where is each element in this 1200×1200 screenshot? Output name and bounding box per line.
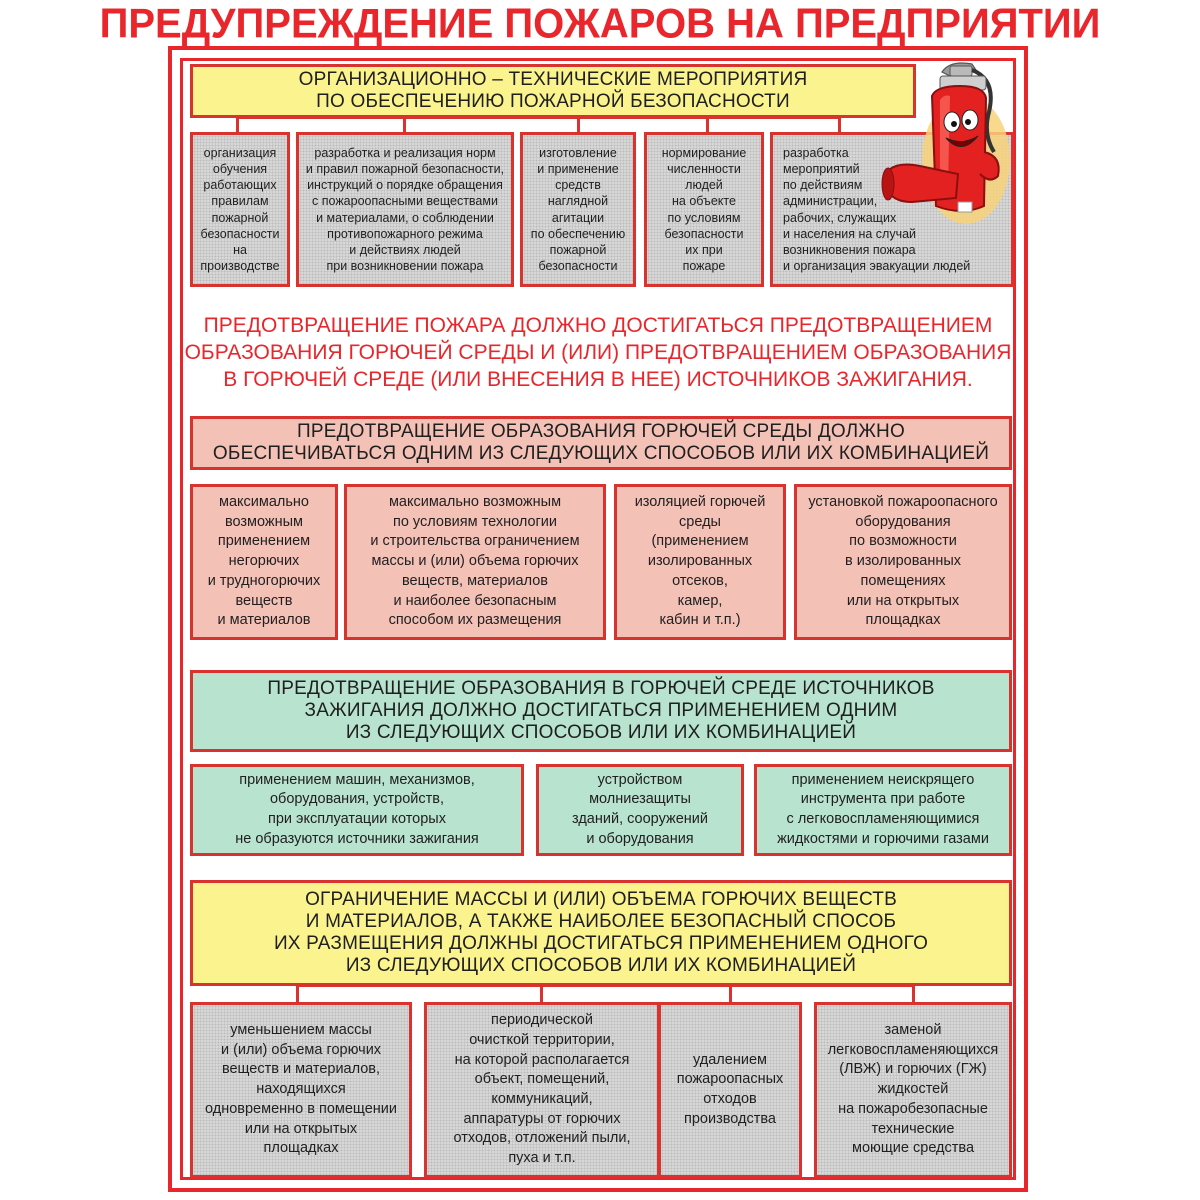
measure-item: нормирование численности людей на объекте по условиям безопасности их при пожаре xyxy=(644,132,764,287)
method-item: периодической очисткой территории, на которой располагается объект, помещений, коммуникаций, аппаратуры от горючих отходов, отложений пыли, пуха и т.п. xyxy=(424,1002,660,1178)
combustible-medium-header: ПРЕДОТВРАЩЕНИЕ ОБРАЗОВАНИЯ ГОРЮЧЕЙ СРЕДЫ ДОЛЖНО ОБЕСПЕЧИВАТЬСЯ ОДНИМ ИЗ СЛЕДУЮЩИХ СПОСОБОВ ИЛИ ИХ КОМБИНАЦИЕЙ xyxy=(190,416,1012,470)
mass-limitation-header: ОГРАНИЧЕНИЕ МАССЫ И (ИЛИ) ОБЪЕМА ГОРЮЧИХ ВЕЩЕСТВ И МАТЕРИАЛОВ, А ТАКЖЕ НАИБОЛЕЕ БЕЗОПАСНЫЙ СПОСОБ ИХ РАЗМЕЩЕНИЯ ДОЛЖНЫ ДОСТИГАТЬСЯ ПРИМЕНЕНИЕМ ОДНОГО ИЗ СЛЕДУЮЩИХ СПОСОБОВ ИЛИ ИХ КОМБИНАЦИЕЙ xyxy=(190,880,1012,986)
connector-line xyxy=(236,116,840,119)
prevention-statement: ПРЕДОТВРАЩЕНИЕ ПОЖАРА ДОЛЖНО ДОСТИГАТЬСЯ ПРЕДОТВРАЩЕНИЕМ ОБРАЗОВАНИЯ ГОРЮЧЕЙ СРЕДЫ И (ИЛИ) ПРЕДОТВРАЩЕНИЕМ ОБРАЗОВАНИЯ В ГОРЮЧЕЙ СРЕДЕ (ИЛИ ВНЕСЕНИЯ В НЕЕ) ИСТОЧНИКОВ ЗАЖИГАНИЯ. xyxy=(184,314,1012,391)
method-item: применением машин, механизмов, оборудования, устройств, при эксплуатации которых не образуются источники зажигания xyxy=(190,764,524,856)
method-item: уменьшением массы и (или) объема горючих веществ и материалов, находящихся одновременно в помещении или на открытых площадках xyxy=(190,1002,412,1178)
method-item: максимально возможным по условиям технологии и строительства ограничением массы и (или) объема горючих веществ, материалов и наиболее безопасным способом их размещения xyxy=(344,484,606,640)
measure-item: организация обучения работающих правилам пожарной безопасности на производстве xyxy=(190,132,290,287)
method-item: устройством молниезащиты зданий, сооружений и оборудования xyxy=(536,764,744,856)
method-item: применением неискрящего инструмента при работе с легковоспламеняющимися жидкостями и горючими газами xyxy=(754,764,1012,856)
connector-line xyxy=(729,984,732,1004)
fire-extinguisher-mascot-icon xyxy=(880,56,1016,232)
measure-item: разработка и реализация норм и правил пожарной безопасности, инструкций о порядке обращения с пожароопасными веществами и материалами, о соблюдении противопожарного режима и действиях людей при возникновении пожара xyxy=(296,132,514,287)
org-tech-measures-header: ОРГАНИЗАЦИОННО – ТЕХНИЧЕСКИЕ МЕРОПРИЯТИЯ ПО ОБЕСПЕЧЕНИЮ ПОЖАРНОЙ БЕЗОПАСНОСТИ xyxy=(190,64,916,118)
method-item: изоляцией горючей среды (применением изолированных отсеков, камер, кабин и т.п.) xyxy=(614,484,786,640)
ignition-sources-header: ПРЕДОТВРАЩЕНИЕ ОБРАЗОВАНИЯ В ГОРЮЧЕЙ СРЕДЕ ИСТОЧНИКОВ ЗАЖИГАНИЯ ДОЛЖНО ДОСТИГАТЬСЯ ПРИМЕНЕНИЕМ ОДНИМ ИЗ СЛЕДУЮЩИХ СПОСОБОВ ИЛИ ИХ КОМБИНАЦИЕЙ xyxy=(190,670,1012,752)
measure-item: изготовление и применение средств наглядной агитации по обеспечению пожарной безопасности xyxy=(520,132,636,287)
method-item: заменой легковоспламеняющихся (ЛВЖ) и горючих (ГЖ) жидкостей на пожаробезопасные технические моющие средства xyxy=(814,1002,1012,1178)
connector-line xyxy=(540,984,543,1004)
connector-line xyxy=(912,984,915,1004)
connector-line xyxy=(296,984,914,987)
method-item: удалением пожароопасных отходов производства xyxy=(658,1002,802,1178)
page-title: ПРЕДУПРЕЖДЕНИЕ ПОЖАРОВ НА ПРЕДПРИЯТИИ xyxy=(99,0,1101,48)
method-item: максимально возможным применением негорючих и трудногорючих веществ и материалов xyxy=(190,484,338,640)
method-item: установкой пожароопасного оборудования по возможности в изолированных помещениях или на открытых площадках xyxy=(794,484,1012,640)
connector-line xyxy=(296,984,299,1004)
measure-item: разработка мероприятий по действиям администрации, рабочих, служащих и населения на случай возникновения пожара и организация эвакуации людей xyxy=(770,132,1014,287)
